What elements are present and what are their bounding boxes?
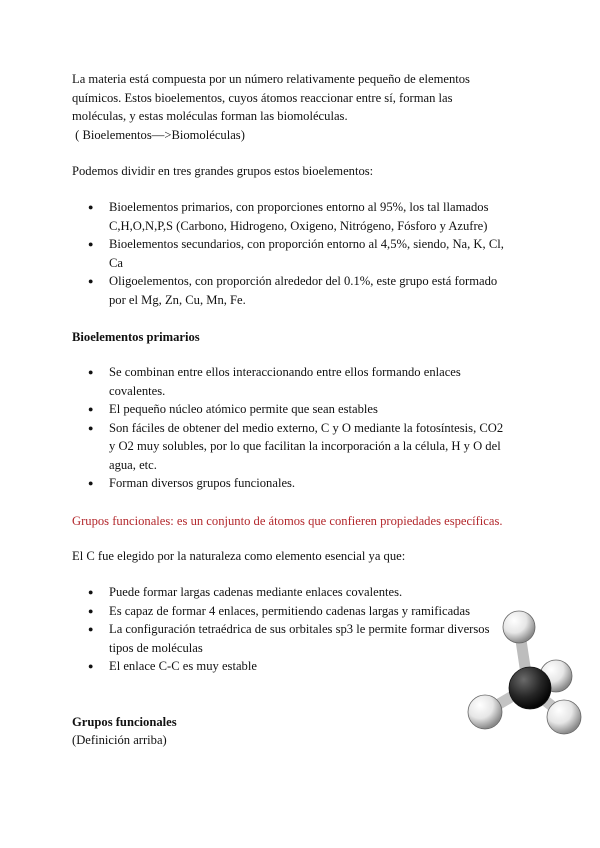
- grupos-funcionales-definition: Grupos funcionales: es un conjunto de átomos que confieren propiedades específicas.: [72, 514, 503, 528]
- list-item: [72, 363, 542, 400]
- intro-line: moléculas, y estas moléculas forman las biomoléculas.: [72, 109, 348, 123]
- list-item-line: tipos de moléculas: [109, 640, 203, 655]
- list-item: [72, 583, 542, 602]
- list-item-line: ● La configuración tetraédrica de sus orbitales sp3 le permite formar diversos: [109, 622, 490, 636]
- hydrogen-atom: [547, 700, 581, 734]
- list-item-line: ● Bioelementos primarios, con proporciones entorno al 95%, los tal llamados: [109, 200, 489, 214]
- list-item: [72, 235, 542, 272]
- list-item-line: ● Oligoelementos, con proporción alrededor del 0.1%, este grupo está formado: [109, 274, 498, 288]
- list-item: [72, 272, 542, 309]
- list-item-line: ● Bioelementos secundarios, con proporción entorno al 4,5%, siendo, Na, K, Cl,: [109, 237, 504, 251]
- list-item-line: ● Se combinan entre ellos interaccionando entre ellos formando enlaces: [109, 365, 461, 379]
- list-item-line: covalentes.: [109, 383, 166, 398]
- grupos-note: (Definición arriba): [72, 733, 167, 747]
- list-item-line: ● Puede formar largas cadenas mediante enlaces covalentes.: [109, 585, 403, 599]
- list-item-line: C,H,O,N,P,S (Carbono, Hidrogeno, Oxigeno, Nitrógeno, Fósforo y Azufre): [109, 218, 488, 233]
- carbon-intro: El C fue elegido por la naturaleza como elemento esencial ya que:: [72, 549, 406, 563]
- list-item-line: agua, etc.: [109, 457, 157, 472]
- primarios-list-container: [72, 363, 542, 493]
- primarios-list: [72, 363, 542, 493]
- section-heading-primarios: Bioelementos primarios: [72, 330, 200, 344]
- intro-paragraph: [72, 70, 542, 144]
- list-item-line: por el Mg, Zn, Cu, Mn, Fe.: [109, 292, 246, 307]
- list-item-line: ● Son fáciles de obtener del medio externo, C y O mediante la fotosíntesis, CO2: [109, 420, 504, 435]
- list-item-line: Ca: [109, 255, 123, 270]
- hydrogen-atom: [468, 695, 502, 729]
- intro-line: ( Bioelementos—>Biomoléculas): [72, 127, 245, 142]
- hydrogen-atom: [503, 611, 535, 643]
- list-item-line: ● Forman diversos grupos funcionales.: [109, 476, 296, 490]
- list-item: [72, 419, 542, 475]
- groups-list: [72, 198, 542, 309]
- list-item-line: ● El enlace C-C es muy estable: [109, 659, 257, 673]
- section-heading-grupos: Grupos funcionales: [72, 715, 177, 729]
- list-item: [72, 474, 542, 493]
- groups-list-container: [72, 198, 542, 309]
- list-item: [72, 400, 542, 419]
- groups-intro: Podemos dividir en tres grandes grupos estos bioelementos:: [72, 164, 374, 178]
- list-item-line: y O2 muy solubles, por lo que facilitan la incorporación a la célula, H y O del: [109, 439, 501, 453]
- list-item: [72, 198, 542, 235]
- intro-line: químicos. Estos bioelementos, cuyos átomos reaccionar entre sí, forman las: [72, 90, 453, 105]
- intro-line: La materia está compuesta por un número relativamente pequeño de elementos: [72, 72, 470, 86]
- methane-molecule-illustration: [452, 600, 592, 750]
- carbon-atom: [509, 667, 551, 709]
- list-item-line: ● Es capaz de formar 4 enlaces, permitiendo cadenas largas y ramificadas: [109, 603, 470, 618]
- list-item-line: ● El pequeño núcleo atómico permite que sean estables: [109, 402, 378, 416]
